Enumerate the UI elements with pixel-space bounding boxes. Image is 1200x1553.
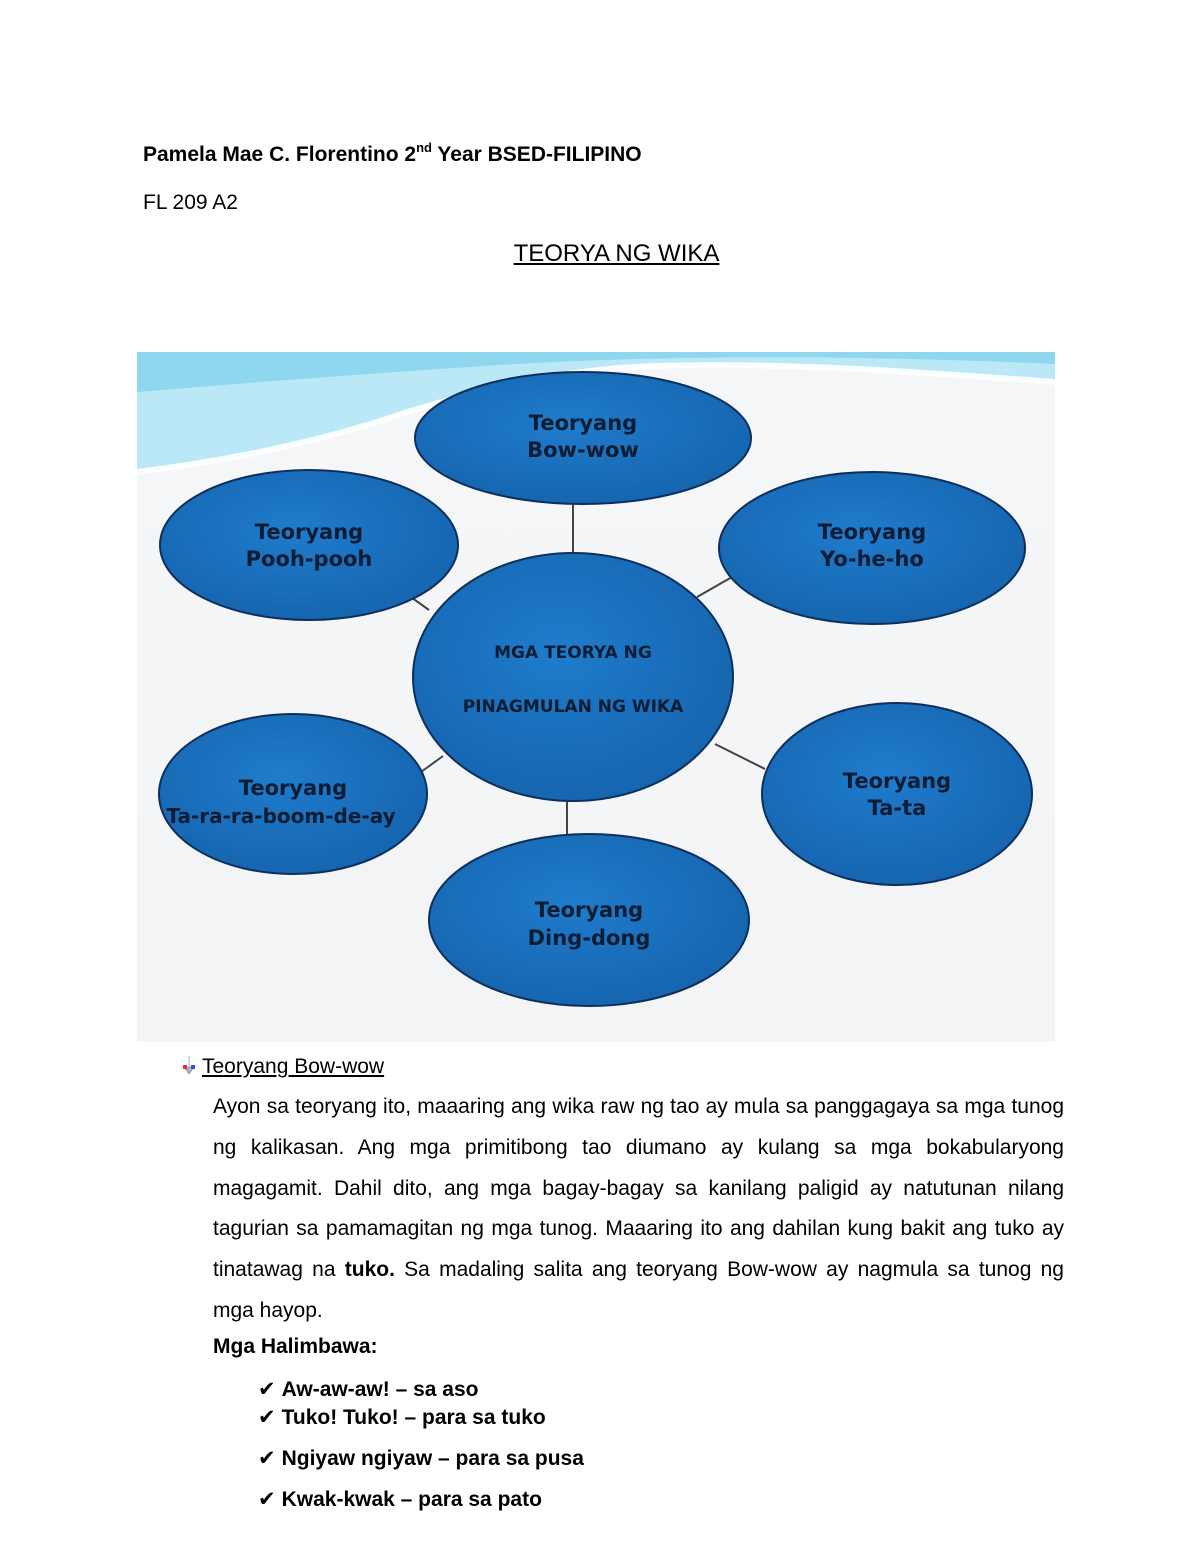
- bubble-ding-dong-line2: Ding-dong: [527, 926, 651, 950]
- bubble-ding-dong-line1: Teoryang: [534, 898, 644, 922]
- bubble-tarara-line2: Ta-ra-ra-boom-de-ay: [166, 804, 396, 828]
- bubble-ding-dong: [429, 834, 749, 1006]
- bubble-ta-ta: [762, 703, 1032, 885]
- bubble-pooh-pooh-line1: Teoryang: [254, 520, 364, 544]
- bubble-ta-ra-ra-boom-de-ay: [159, 714, 427, 874]
- example-text: Tuko! Tuko! – para sa tuko: [281, 1406, 546, 1429]
- paragraph-text-1: Ayon sa teoryang ito, maaaring ang wika raw ng tao ay mula sa panggagaya sa mga tunog ng kalikasan. Ang mga primitibong tao diumano ay kulang sa mga bokabularyong magagamit. Dahil dito, ang mga bagay-bagay sa kanilang paligid ay natutunan nilang tagurian sa pamamagitan ng mga tunog. Maaaring ito ang dahilan kung bakit ang tuko ay tinatawag na: [213, 1095, 1064, 1282]
- section-paragraph: [213, 1087, 1064, 1332]
- check-icon: ✔: [258, 1446, 276, 1470]
- paragraph-text-2: Sa madaling salita ang teoryang Bow-wow ay nagmula sa tunog ng mga hayop.: [213, 1258, 1064, 1322]
- examples-heading: Mga Halimbawa:: [213, 1335, 378, 1358]
- check-icon: ✔: [258, 1377, 276, 1401]
- author-year-course: Year BSED-FILIPINO: [431, 143, 642, 166]
- paragraph-bold-word: tuko.: [344, 1258, 395, 1282]
- example-text: Ngiyaw ngiyaw – para sa pusa: [281, 1447, 584, 1470]
- author-superscript: nd: [416, 140, 432, 155]
- example-text: Aw-aw-aw! – sa aso: [281, 1378, 479, 1401]
- bubble-bow-wow-line1: Teoryang: [528, 411, 638, 435]
- check-icon: ✔: [258, 1405, 276, 1429]
- theory-diagram: [137, 352, 1055, 1042]
- section-heading: [178, 1054, 384, 1079]
- bubble-pooh-pooh-line2: Pooh-pooh: [245, 547, 373, 571]
- example-item: [258, 1446, 584, 1471]
- center-line2: PINAGMULAN NG WIKA: [462, 697, 684, 717]
- bubble-yo-he-ho: [719, 472, 1025, 624]
- center-line1: MGA TEORYA NG: [494, 643, 652, 663]
- bubble-ta-ta-line2: Ta-ta: [867, 796, 927, 820]
- example-item: [258, 1377, 478, 1402]
- bubble-yo-he-ho-line1: Teoryang: [817, 520, 927, 544]
- check-icon: ✔: [258, 1487, 276, 1511]
- author-name: Pamela Mae C. Florentino 2: [143, 143, 417, 166]
- example-item: [258, 1405, 546, 1430]
- page-title-text: TEORYA NG WIKA: [513, 240, 720, 267]
- bubble-center: [413, 553, 733, 801]
- bubble-bow-wow-line2: Bow-wow: [527, 438, 639, 462]
- course-code: FL 209 A2: [143, 191, 238, 214]
- page-title: [0, 240, 1200, 268]
- bubble-ta-ta-line1: Teoryang: [842, 769, 952, 793]
- arrow-bullet-icon: [178, 1054, 200, 1076]
- author-line: [143, 140, 642, 167]
- example-text: Kwak-kwak – para sa pato: [281, 1488, 542, 1511]
- bubble-tarara-line1: Teoryang: [238, 776, 348, 800]
- bubble-yo-he-ho-line2: Yo-he-ho: [820, 547, 924, 571]
- bubble-bow-wow: [415, 372, 751, 504]
- section-heading-text: Teoryang Bow-wow: [202, 1055, 385, 1078]
- example-item: [258, 1487, 542, 1512]
- bubble-pooh-pooh: [160, 470, 458, 620]
